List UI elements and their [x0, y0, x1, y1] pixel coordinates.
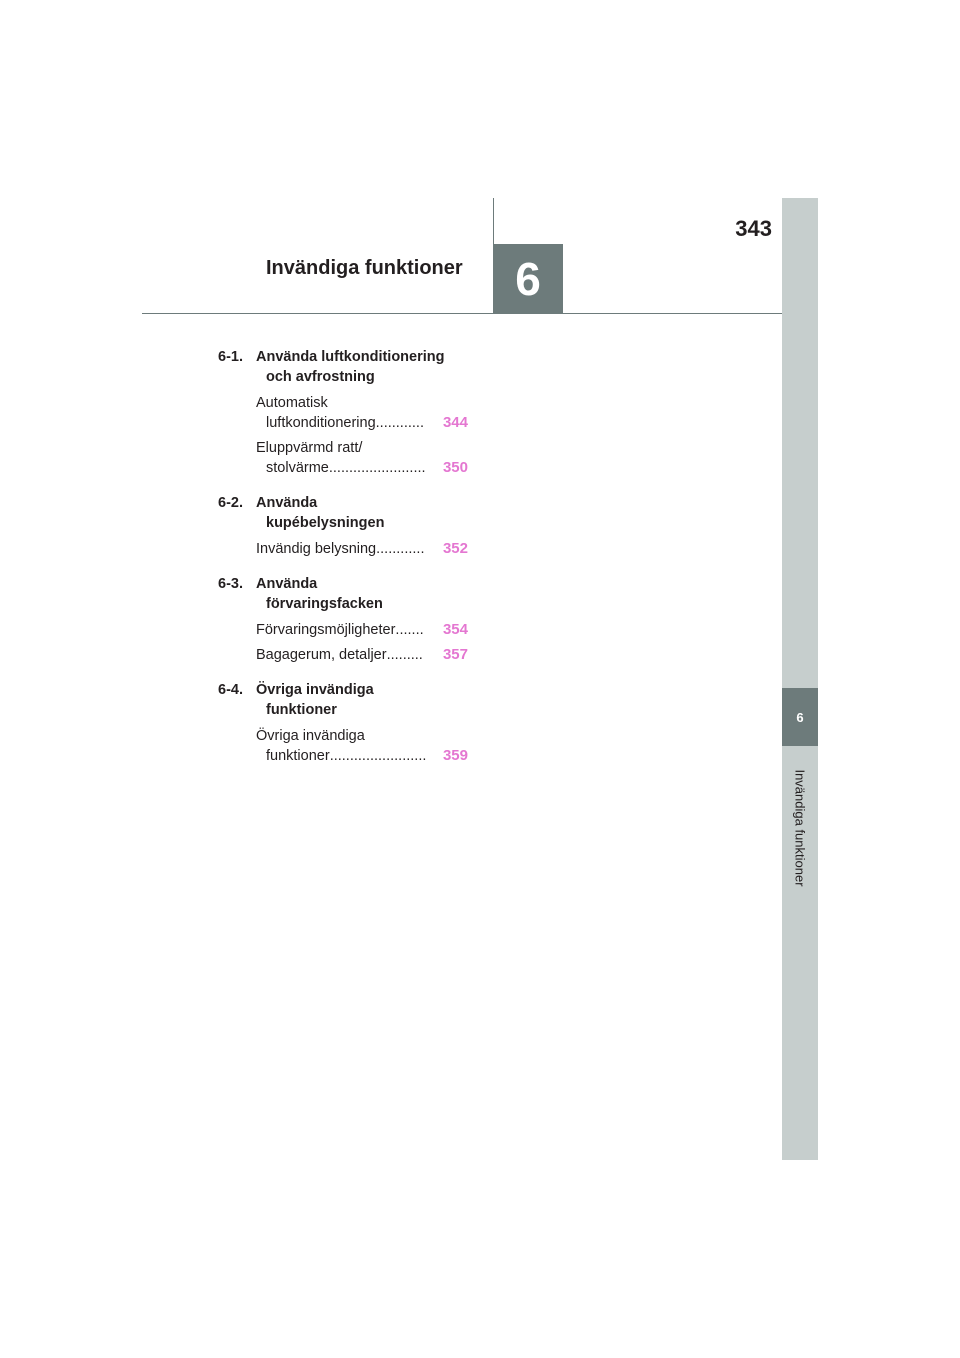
section-title: Använda — [256, 495, 318, 511]
toc-section — [218, 680, 468, 766]
entry-title: Automatisk — [256, 395, 328, 411]
toc-entry[interactable] — [256, 620, 468, 640]
toc-entry[interactable] — [256, 645, 468, 665]
table-of-contents — [218, 347, 468, 781]
page-link[interactable]: 344 — [442, 414, 468, 431]
entry-title: Förvaringsmöjligheter — [256, 622, 396, 638]
page-link[interactable]: 352 — [442, 540, 468, 557]
chapter-number: 6 — [515, 253, 541, 305]
entry-title: Bagagerum, detaljer — [256, 647, 387, 663]
section-title-cont: kupébelysningen — [266, 515, 385, 531]
section-number: 6-2. — [218, 495, 243, 511]
page-number: 343 — [735, 216, 772, 241]
leader-dots: ........................ — [328, 460, 426, 476]
entry-title: Övriga invändiga — [256, 728, 365, 744]
toc-entry[interactable] — [256, 438, 468, 478]
toc-entry[interactable] — [256, 393, 468, 433]
toc-section — [218, 574, 468, 665]
side-tab[interactable] — [782, 688, 818, 746]
section-title: Använda — [256, 576, 318, 592]
side-tab-label: Invändiga funktioner — [792, 769, 808, 887]
chapter-number-box — [493, 244, 563, 314]
toc-section — [218, 347, 468, 478]
entry-title-cont: funktioner — [266, 748, 330, 764]
page-link[interactable]: 354 — [442, 621, 468, 638]
entry-title-cont: stolvärme — [266, 460, 329, 476]
leader-dots: ....... — [395, 622, 424, 638]
page-link[interactable]: 350 — [442, 459, 468, 476]
section-number: 6-1. — [218, 349, 243, 365]
section-title-cont: och avfrostning — [266, 369, 375, 385]
side-strip — [782, 198, 818, 1160]
leader-dots: ........................ — [329, 748, 427, 764]
entry-title-cont: luftkonditionering — [266, 415, 376, 431]
header-rule — [142, 313, 782, 314]
toc-entry[interactable] — [256, 726, 468, 766]
section-number: 6-3. — [218, 576, 243, 592]
entry-title: Invändig belysning — [256, 541, 377, 557]
section-number: 6-4. — [218, 682, 243, 698]
section-title: Använda luftkonditionering — [256, 349, 445, 365]
page-link[interactable]: 357 — [442, 646, 468, 663]
leader-dots: ......... — [386, 647, 423, 663]
toc-entry[interactable] — [256, 539, 468, 559]
side-tab-number: 6 — [796, 709, 804, 725]
leader-dots: ............ — [375, 415, 424, 431]
entry-title: Eluppvärmd ratt/ — [256, 440, 363, 456]
section-title-cont: förvaringsfacken — [266, 596, 383, 612]
section-title-cont: funktioner — [266, 702, 337, 718]
page-link[interactable]: 359 — [442, 747, 468, 764]
leader-dots: ............ — [376, 541, 425, 557]
toc-section — [218, 493, 468, 559]
header-divider — [493, 198, 494, 244]
chapter-title: Invändiga funktioner — [266, 257, 463, 279]
section-title: Övriga invändiga — [256, 682, 374, 698]
